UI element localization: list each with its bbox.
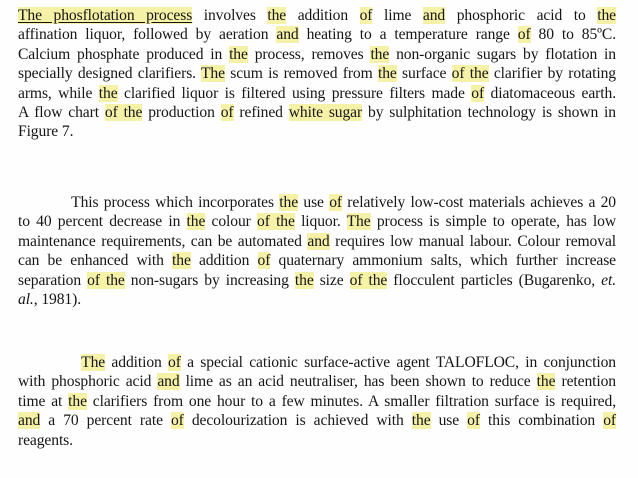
- highlighted-word: the: [370, 45, 390, 63]
- highlighted-word: and: [18, 412, 41, 430]
- highlighted-word: of: [603, 412, 616, 430]
- text-run: process is simple to operate, has low: [370, 213, 617, 231]
- text-run: decolourization is achieved with: [183, 412, 412, 430]
- paragraph-phosflotation: [18, 6, 616, 142]
- highlighted-underlined-phrase: The phosflotation process: [18, 7, 193, 24]
- text-run: heating to a temperature range: [298, 26, 518, 44]
- highlighted-word: the: [229, 45, 248, 63]
- highlighted-word: of the: [257, 213, 295, 231]
- highlighted-word: the: [68, 392, 87, 410]
- text-line: [18, 411, 616, 430]
- text-run: Figure 7.: [18, 123, 74, 141]
- text-line: [18, 45, 616, 64]
- text-run: addition: [190, 252, 258, 270]
- highlighted-word: and: [307, 232, 330, 250]
- highlighted-word: of the: [451, 65, 489, 83]
- text-line: [18, 212, 616, 231]
- text-line: [18, 431, 616, 450]
- text-run: arms, while: [18, 84, 99, 102]
- highlighted-word: and: [157, 373, 180, 391]
- text-run: with phosphoric acid: [18, 373, 158, 391]
- text-run: refined: [233, 104, 289, 122]
- text-line: [18, 251, 616, 270]
- highlighted-word: of: [168, 354, 181, 371]
- text-line: [18, 64, 616, 83]
- highlighted-word: of: [257, 252, 271, 270]
- highlighted-word: the: [172, 252, 191, 270]
- text-run: clarified liquor is filtered using pressure filters made: [117, 84, 472, 102]
- text-run: use: [430, 412, 468, 430]
- highlighted-word: of the: [87, 271, 125, 289]
- text-run: affination liquor, followed by aeration: [18, 26, 277, 44]
- text-run: clarifier by rotating: [488, 65, 616, 83]
- text-run: diatomaceous earth.: [484, 84, 616, 102]
- text-run: liquor.: [294, 213, 347, 231]
- highlighted-word: the: [294, 271, 314, 289]
- highlighted-word: the: [279, 194, 299, 211]
- highlighted-word: The: [346, 213, 371, 231]
- text-run: specially designed clarifiers.: [18, 65, 201, 83]
- text-run: reagents.: [18, 431, 73, 449]
- text-line: [18, 122, 616, 141]
- text-run: can be enhanced with: [18, 252, 173, 270]
- text-run: retention: [555, 373, 617, 391]
- text-run: addition: [105, 354, 169, 371]
- highlighted-word: of: [220, 104, 234, 122]
- text-run: 80 to 85ºC.: [530, 26, 616, 44]
- text-line: [18, 271, 616, 290]
- highlighted-word: of the: [349, 271, 388, 289]
- text-run: a special cationic surface-active agent TALOFLOC, in conjunction: [180, 354, 616, 371]
- text-run: surface: [396, 65, 452, 83]
- paragraph-low-cost-process: [18, 193, 616, 309]
- highlighted-word: of the: [104, 104, 143, 122]
- text-run: time at: [18, 392, 69, 410]
- highlighted-word: of: [359, 7, 373, 24]
- text-run: production: [142, 104, 221, 122]
- text-run: flocculent particles (Bugarenko,: [387, 271, 602, 289]
- highlighted-word: of: [329, 194, 342, 211]
- text-run: size: [313, 271, 350, 289]
- highlighted-word: The: [201, 65, 225, 83]
- highlighted-word: The: [81, 354, 106, 371]
- text-run: a 70 percent rate: [40, 412, 171, 430]
- highlighted-word: of: [467, 412, 480, 430]
- text-line: [18, 372, 616, 391]
- text-run: process, removes: [247, 45, 371, 63]
- italic-text: et.: [601, 271, 616, 289]
- text-run: lime: [372, 7, 423, 24]
- text-run: phosphoric acid to: [445, 7, 598, 24]
- text-run: clarifiers from one hour to a few minutes. A smaller filtration surface is required,: [86, 392, 616, 410]
- highlighted-word: the: [536, 373, 556, 391]
- text-line: [18, 232, 616, 251]
- text-run: [18, 354, 81, 371]
- text-run: quaternary ammonium salts, which further increase: [270, 252, 616, 270]
- text-run: colour: [205, 213, 258, 231]
- highlighted-word: of: [471, 84, 485, 102]
- text-run: relatively low-cost materials achieves a 20: [341, 194, 617, 211]
- text-run: A flow chart: [18, 104, 105, 122]
- text-run: non-sugars by increasing: [124, 271, 295, 289]
- text-line: [18, 290, 616, 309]
- text-line: [18, 103, 616, 122]
- text-run: addition: [286, 7, 360, 24]
- highlighted-word: the: [597, 7, 616, 24]
- text-run: this combination: [479, 412, 604, 430]
- text-run: to 40 percent decrease in: [18, 213, 187, 231]
- highlighted-word: the: [377, 65, 397, 83]
- italic-text: al.: [18, 291, 34, 309]
- highlighted-word: and: [422, 7, 446, 24]
- highlighted-word: the: [267, 7, 287, 24]
- highlighted-word: the: [98, 84, 118, 102]
- paragraph-talofloc: [18, 353, 616, 450]
- text-run: lime as an acid neutraliser, has been shown to reduce: [179, 373, 537, 391]
- highlighted-word: and: [276, 26, 299, 44]
- text-line: [18, 392, 616, 411]
- text-run: , 1981).: [33, 291, 82, 309]
- text-run: separation: [18, 271, 88, 289]
- text-run: scum is removed from: [224, 65, 378, 83]
- text-run: by sulphitation technology is shown in: [362, 104, 616, 122]
- text-run: use: [298, 194, 330, 211]
- highlighted-word: white sugar: [288, 104, 363, 122]
- text-run: This process which incorporates: [18, 194, 280, 211]
- highlighted-word: the: [411, 412, 431, 430]
- text-line: [18, 6, 616, 25]
- text-run: maintenance requirements, can be automated: [18, 232, 308, 250]
- text-run: Calcium phosphate produced in: [18, 45, 230, 63]
- text-line: [18, 353, 616, 372]
- text-line: [18, 84, 616, 103]
- text-line: [18, 193, 616, 212]
- text-run: requires low manual labour. Colour removal: [329, 232, 617, 250]
- text-run: involves: [192, 7, 268, 24]
- highlighted-word: the: [186, 213, 206, 231]
- text-line: [18, 25, 616, 44]
- highlighted-word: of: [170, 412, 184, 430]
- highlighted-word: of: [517, 26, 531, 44]
- text-run: non-organic sugars by flotation in: [389, 45, 616, 63]
